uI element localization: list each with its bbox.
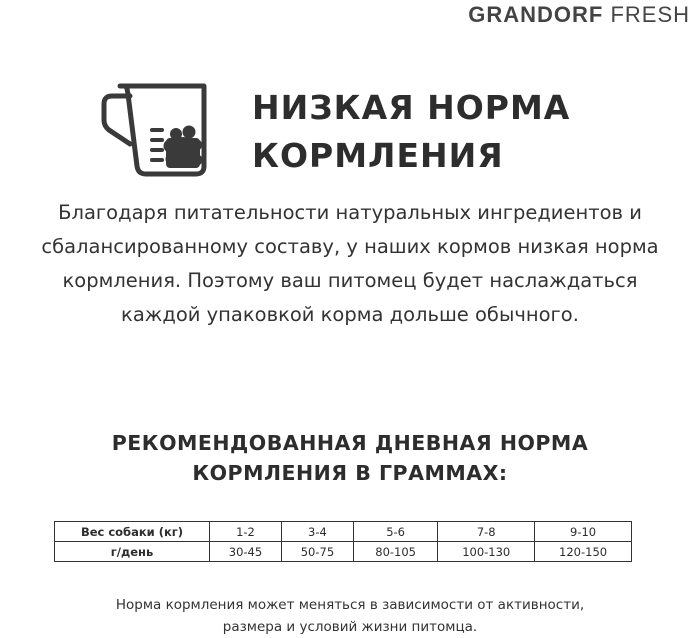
table-cell: 100-130: [438, 542, 535, 562]
table-cell: 5-6: [353, 522, 437, 542]
table-cell: 30-45: [210, 542, 282, 562]
headline-line-1: НИЗКАЯ НОРМА: [252, 88, 571, 127]
brand-logo: [468, 2, 690, 28]
table-cell: 120-150: [535, 542, 632, 562]
table-heading: [0, 428, 700, 488]
table-row-grams: [55, 542, 632, 562]
table-row-weight: [55, 522, 632, 542]
intro-line-1: Благодаря питательности натуральных ингредиентов и: [58, 201, 642, 224]
row-header-weight: Вес собаки (кг): [55, 522, 210, 542]
table-heading-line-1: РЕКОМЕНДОВАННАЯ ДНЕВНАЯ НОРМА: [111, 431, 589, 455]
table-cell: 1-2: [210, 522, 282, 542]
brand-name-light: FRESH: [610, 2, 690, 27]
table-cell: 3-4: [281, 522, 353, 542]
table-cell: 9-10: [535, 522, 632, 542]
feeding-norm-table: [54, 521, 632, 562]
page-title: [252, 84, 570, 180]
footnote: [0, 594, 700, 638]
table-cell: 7-8: [438, 522, 535, 542]
intro-line-2: сбалансированному составу, у наших кормов низкая норма: [41, 235, 659, 258]
intro-line-3: кормления. Поэтому ваш питомец будет наслаждаться: [62, 269, 638, 292]
row-header-grams: г/день: [55, 542, 210, 562]
table-cell: 50-75: [281, 542, 353, 562]
footnote-line-2: размера и условий жизни питомца.: [222, 619, 478, 635]
table-heading-line-2: КОРМЛЕНИЯ В ГРАММАХ:: [192, 461, 508, 485]
table-cell: 80-105: [353, 542, 437, 562]
brand-name-bold: GRANDORF: [468, 2, 604, 27]
measuring-cup-icon: [100, 80, 218, 180]
footnote-line-1: Норма кормления может меняться в зависимости от активности,: [115, 597, 585, 613]
intro-paragraph: [0, 196, 700, 332]
headline-line-2: КОРМЛЕНИЯ: [252, 136, 504, 175]
intro-line-4: каждой упаковкой корма дольше обычного.: [121, 303, 579, 326]
